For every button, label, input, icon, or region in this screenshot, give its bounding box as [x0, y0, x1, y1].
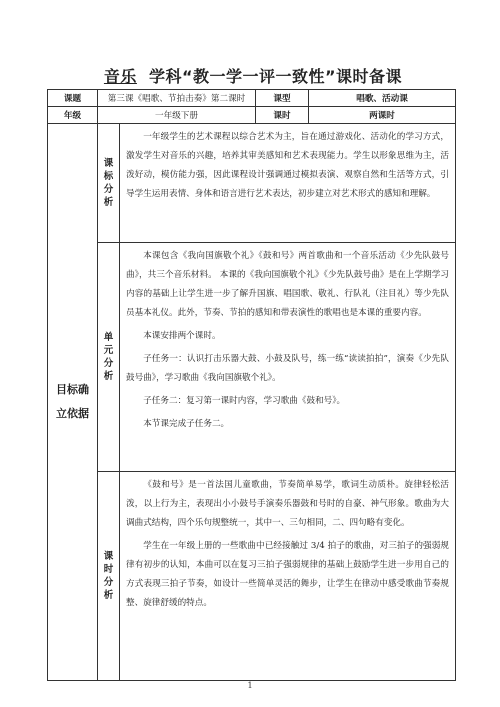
unit-row	[48, 243, 456, 472]
curriculum-text	[120, 124, 456, 243]
section-label-text: 目标确立依据	[56, 383, 89, 420]
subject-name: 音乐	[103, 67, 137, 86]
value-period: 两课时	[309, 107, 456, 124]
unit-paragraph-2: 本课安排两个课时。	[143, 331, 221, 341]
unit-paragraph-3: 子任务一：认识打击乐器大鼓、小鼓及队号，练一练“读读拍拍”，演奏《少先队鼓号曲》，学习歌曲《我向国旗敬个礼》。	[126, 354, 450, 383]
curriculum-label	[98, 124, 120, 243]
title-rest: 学科“教一学一评一致性”课时备课	[149, 67, 403, 86]
section-label	[48, 124, 98, 681]
unit-paragraph-1: 本课包含《我向国旗敬个礼》《鼓和号》两首歌曲和一个音乐活动《少先队鼓号曲》，共三个音乐材料。 本课的《我向国旗敬个礼》《少先队鼓号曲》是在上学期学习内容的基础上让学生进一步了解升国旗、唱国歌、敬礼、行队礼（注目礼）等少先队员基本礼仪。此外，节奏、节拍的感知和带表演性的歌唱也是本课的重要内容。	[126, 251, 450, 318]
lesson-paragraph-1: 《鼓和号》是一首法国儿童歌曲，节奏简单易学，歌词生动质朴。旋律轻松活泼，以上行为主，表现出小小鼓号手演奏乐器鼓和号时的自豪、神气形象。歌曲为大调曲式结构，四个乐句规整统一，其中一、三句相同，二、四句略有变化。	[126, 480, 450, 528]
header-row-grade	[48, 107, 456, 124]
lesson-plan-table	[47, 89, 456, 681]
unit-paragraph-5: 本节课完成子任务二。	[143, 419, 230, 429]
lesson-text	[120, 472, 456, 681]
label-topic: 课题	[48, 90, 98, 107]
unit-label	[98, 243, 120, 472]
page-number: 1	[247, 681, 253, 690]
unit-paragraph-4: 子任务二：复习第一课时内容，学习歌曲《鼓和号》。	[143, 396, 346, 406]
label-period: 课时	[256, 107, 309, 124]
value-topic: 第三课《唱歌、节拍击奏》第二课时	[98, 90, 256, 107]
lesson-label-text: 课时分析	[103, 551, 114, 601]
value-grade: 一年级下册	[98, 107, 256, 124]
label-grade: 年级	[48, 107, 98, 124]
curriculum-label-text: 课标分析	[103, 158, 114, 208]
value-type: 唱歌、活动课	[309, 90, 456, 107]
lesson-row	[48, 472, 456, 681]
header-row-topic	[48, 90, 456, 107]
lesson-paragraph-2: 学生在一年级上册的一些歌曲中已经接触过 3/4 拍子的歌曲，对三拍子的强弱规律有初步的认知，本曲可以在复习三拍子强弱规律的基础上鼓励学生进一步用自己的方式表现三拍子节奏，如设计一些简单灵活的舞步，让学生在律动中感受歌曲节奏规整、旋律舒缓的特点。	[126, 541, 450, 608]
unit-label-text: 单元分析	[103, 332, 114, 382]
page-title	[0, 64, 500, 87]
label-type: 课型	[256, 90, 309, 107]
curriculum-row	[48, 124, 456, 243]
lesson-label	[98, 472, 120, 681]
unit-text	[120, 243, 456, 472]
curriculum-paragraph: 一年级学生的艺术课程以综合艺术为主，旨在通过游戏化、活动化的学习方式，激发学生对音乐的兴趣，培养其审美感知和艺术表现能力。学生以形象思维为主，活泼好动，模仿能力强，因此课程设计强调通过模拟表演、观察自然和生活等方式，引导学生运用表情、身体和语言进行艺术表达，初步建立对艺术形式的感知和理解。	[126, 132, 450, 199]
